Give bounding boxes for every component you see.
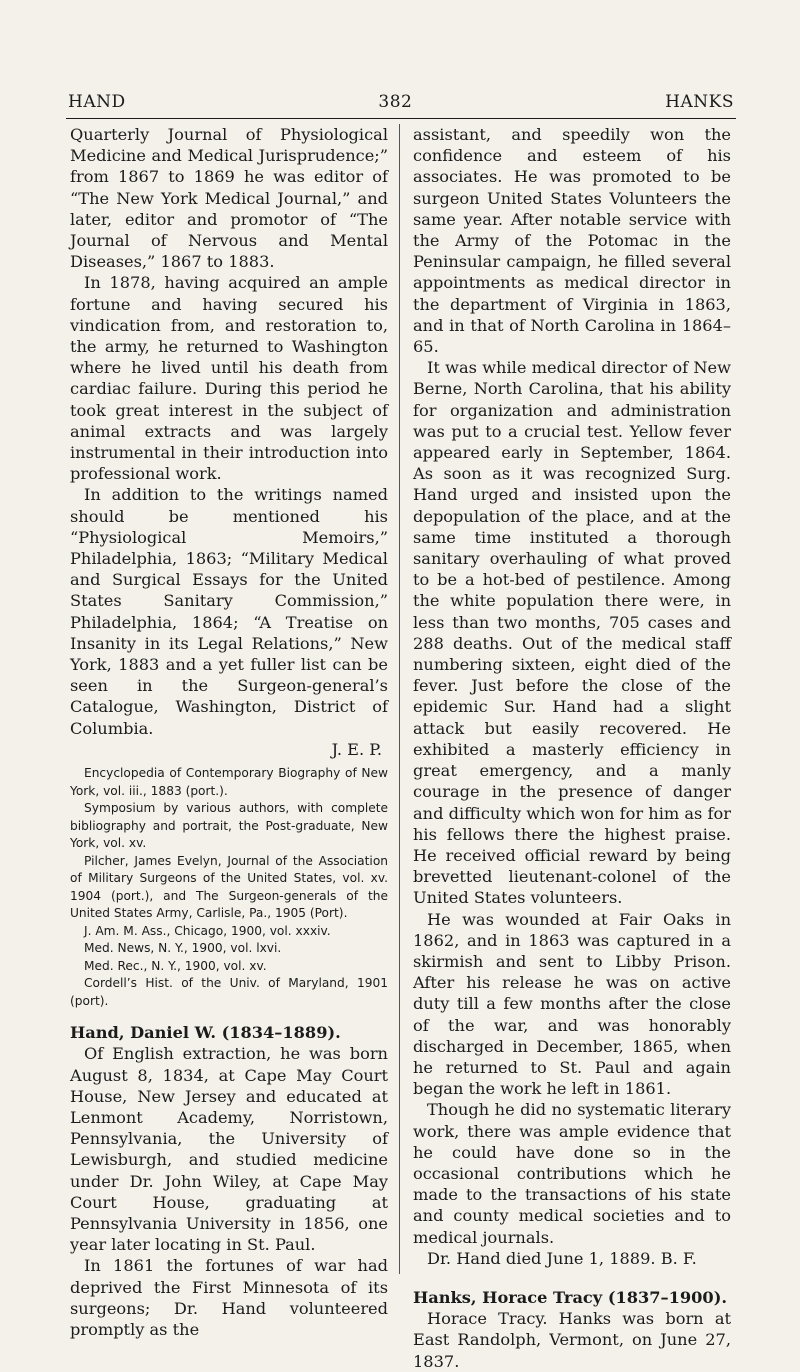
author-signature: J. E. P.	[331, 739, 382, 759]
right-column	[413, 124, 731, 1372]
header-right-word: HANKS	[665, 92, 734, 112]
paragraph: In 1878, having acquired an ample fortune and having secured his vindication from, and restoration to, the army, he returned to Washington where he lived until his death from cardiac failure. During this period he took great interest in the subject of animal extracts and was largely instrumental in their introduction into professional work.	[70, 273, 388, 484]
page-number: 382	[378, 92, 413, 112]
bibliography	[70, 765, 388, 1010]
entry-heading-hanks: Hanks, Horace Tracy (1837–1900).	[413, 1287, 727, 1307]
bibliography-entry: Symposium by various authors, with complete bibliography and portrait, the Post-graduate, New York, vol. xv.	[70, 801, 388, 851]
paragraph: He was wounded at Fair Oaks in 1862, and in 1863 was captured in a skirmish and sent to Libby Prison. After his release he was on active duty till a few months after the close of the war, and was honorably discharged in December, 1865, when he returned to St. Paul and again began the work he left in 1861.	[413, 909, 731, 1099]
header-left-word: HAND	[68, 92, 126, 112]
bibliography-entry: Encyclopedia of Contemporary Biography of New York, vol. iii., 1883 (port.).	[70, 766, 388, 798]
entry-heading-hand: Hand, Daniel W. (1834–1889).	[70, 1023, 341, 1043]
paragraph: In 1861 the fortunes of war had deprived the First Minnesota of its surgeons; Dr. Hand volunteered promptly as the	[70, 1256, 388, 1339]
paragraph: In addition to the writings named should be mentioned his “Physiological Memoirs,” Philadelphia, 1863; “Military Medical and Surgical Essays for the United States Sanitary Commission,” Philadelphia, 1864; “A Treatise on Insanity in its Legal Relations,” New York, 1883 and a yet fuller list can be seen in the Surgeon-general’s Catalogue, Washington, District of Columbia.	[70, 485, 388, 738]
paragraph: Though he did no systematic literary work, there was ample evidence that he could have done so in the occasional contributions which he made to the transactions of his state and county medical societies and to medical journals.	[413, 1100, 731, 1247]
paragraph: assistant, and speedily won the confidence and esteem of his associates. He was promoted to be surgeon United States Volunteers the same year. After notable service with the Army of the Potomac in the Peninsular campaign, he filled several appointments as medical director in the department of Virginia in 1863, and in that of North Carolina in 1864–65.	[413, 125, 731, 357]
running-header	[68, 92, 734, 112]
paragraph: It was while medical director of New Berne, North Carolina, that his ability for organization and administration was put to a crucial test. Yellow fever appeared early in September, 1864. As soon as it was recognized Surg. Hand urged and insisted upon the depopulation of the place, and at the same time instituted a thorough sanitary overhauling of what proved to be a hot-bed of pestilence. Among the white population there were, in less than two months, 705 cases and 288 deaths. Out of the medical staff numbering sixteen, eight died of the fever. Just before the close of the epidemic Sur. Hand had a slight attack but easily recovered. He exhibited a masterly efficiency in great emergency, and a manly courage in the presence of danger and difficulty which won for him as for his fellows there the highest praise. He received official reward by being brevetted lieutenant-colonel of the United States volunteers.	[413, 358, 731, 908]
bibliography-entry: Med. Rec., N. Y., 1900, vol. xv.	[84, 958, 267, 973]
paragraph: Dr. Hand died June 1, 1889. B. F.	[427, 1248, 697, 1268]
bibliography-entry: J. Am. M. Ass., Chicago, 1900, vol. xxxiv.	[84, 923, 331, 938]
paragraph: Of English extraction, he was born August 8, 1834, at Cape May Court House, New Jersey and educated at Lenmont Academy, Norristown, Pennsylvania, the University of Lewisburgh, and studied medicine under Dr. John Wiley, at Cape May Court House, graduating at Pennsylvania University in 1856, one year later locating in St. Paul.	[70, 1044, 388, 1255]
paragraph: Quarterly Journal of Physiological Medicine and Medical Jurisprudence;” from 1867 to 1869 he was editor of “The New York Medical Journal,” and later, editor and promotor of “The Journal of Nervous and Mental Diseases,” 1867 to 1883.	[70, 125, 388, 272]
paragraph: Horace Tracy. Hanks was born at East Randolph, Vermont, on June 27, 1837.	[413, 1309, 731, 1371]
spacer	[413, 1269, 731, 1287]
bibliography-entry: Pilcher, James Evelyn, Journal of the Association of Military Surgeons of the United States, vol. xv. 1904 (port.), and The Surgeon-generals of the United States Army, Carlisle, Pa., 1905 (Port).	[70, 853, 388, 921]
bibliography-entry: Cordell’s Hist. of the Univ. of Maryland, 1901 (port).	[70, 976, 388, 1008]
header-rule	[66, 118, 736, 119]
bibliography-entry: Med. News, N. Y., 1900, vol. lxvi.	[84, 941, 282, 956]
left-column	[70, 124, 388, 1340]
column-divider	[399, 124, 400, 1274]
